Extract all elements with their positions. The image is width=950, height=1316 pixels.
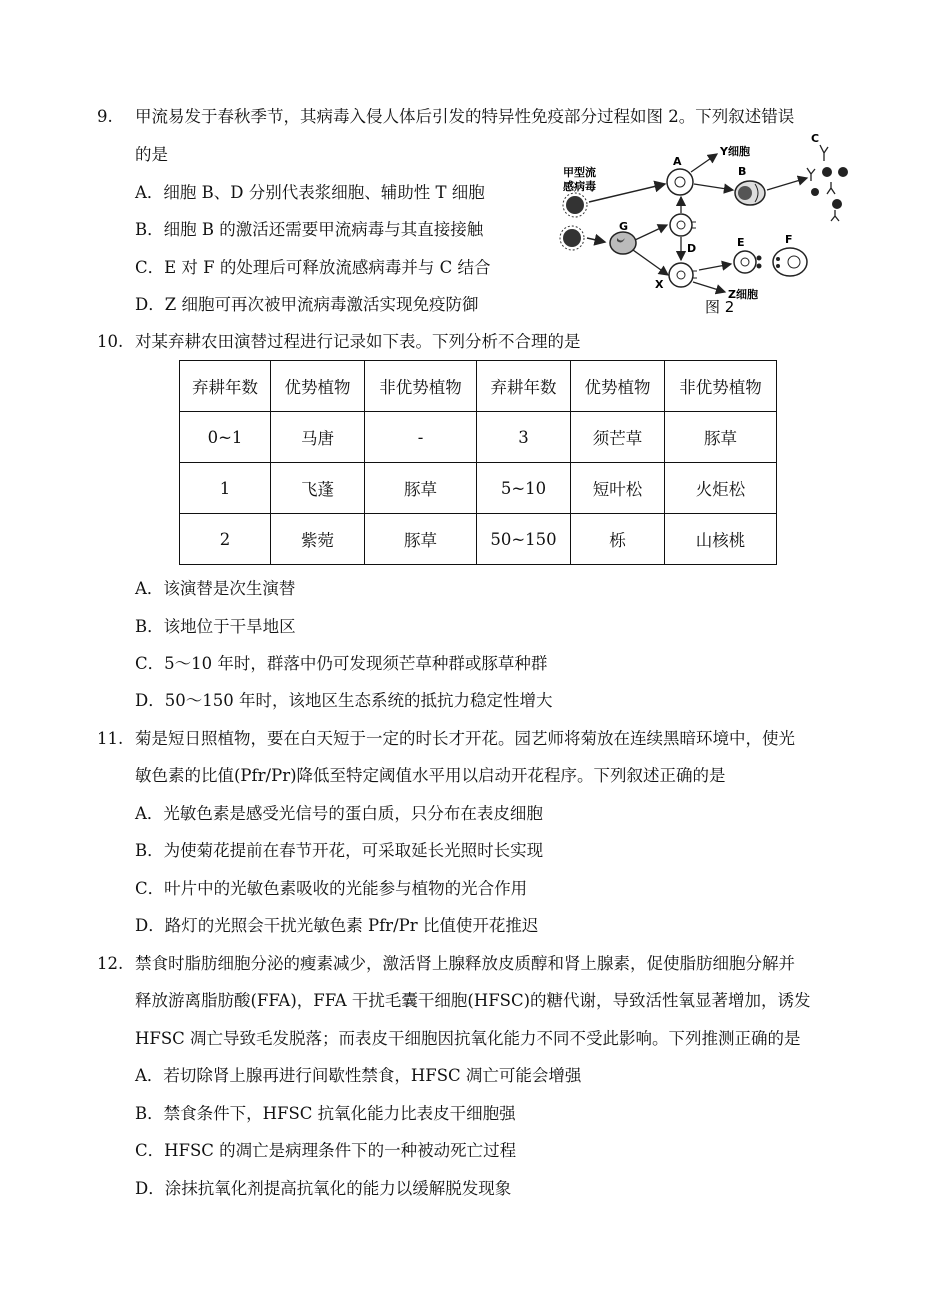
table-row — [180, 412, 777, 463]
q10-option-a[interactable]: A．该演替是次生演替 — [135, 579, 296, 598]
q11-stem-line1: 菊是短日照植物，要在白天短于一定的时长才开花。园艺师将菊放在连续黑暗环境中，使光 — [135, 729, 795, 748]
q10-number: 10. — [97, 332, 124, 351]
q9-option-a[interactable]: A．细胞 B、D 分别代表浆细胞、辅助性 T 细胞 — [135, 183, 485, 202]
table-cell: 栎 — [571, 514, 665, 565]
table-cell: 豚草 — [365, 463, 477, 514]
table-cell: 须芒草 — [571, 412, 665, 463]
cell-g — [610, 232, 636, 254]
q11-stem-line2: 敏色素的比值(Pfr/Pr)降低至特定阈值水平用以启动开花程序。下列叙述正确的是 — [135, 766, 726, 785]
q9-option-d[interactable]: D．Z 细胞可再次被甲流病毒激活实现免疫防御 — [135, 295, 479, 314]
q9-option-b[interactable]: B．细胞 B 的激活还需要甲流病毒与其直接接触 — [135, 220, 484, 239]
q12-option-c[interactable]: C．HFSC 的凋亡是病理条件下的一种被动死亡过程 — [135, 1141, 517, 1160]
q10-option-b[interactable]: B．该地位于干旱地区 — [135, 617, 296, 636]
table-cell: 2 — [180, 514, 271, 565]
q9-stem-line2: 的是 — [135, 145, 168, 164]
header-cell: 优势植物 — [271, 361, 365, 412]
q12-stem-line2: 释放游离脂肪酸(FFA)，FFA 干扰毛囊干细胞(HFSC)的糖代谢，导致活性氧显著增加，诱发 — [135, 991, 811, 1010]
cell-f — [773, 248, 807, 276]
immune-process-figure — [545, 130, 860, 315]
q10-option-d[interactable]: D．50～150 年时，该地区生态系统的抵抗力稳定性增大 — [135, 691, 553, 710]
header-cell: 优势植物 — [571, 361, 665, 412]
table-cell: 5~10 — [477, 463, 571, 514]
q9-option-c[interactable]: C．E 对 F 的处理后可释放流感病毒并与 C 结合 — [135, 258, 491, 277]
succession-table — [179, 360, 777, 565]
q12-option-d[interactable]: D．涂抹抗氧化剂提高抗氧化的能力以缓解脱发现象 — [135, 1179, 512, 1198]
header-cell: 弃耕年数 — [477, 361, 571, 412]
t-cell-upper — [670, 214, 696, 236]
table-header-row — [180, 361, 777, 412]
virus-label-line1: 甲型流 — [563, 166, 596, 179]
table-cell: 火炬松 — [665, 463, 777, 514]
q10-stem: 对某弃耕农田演替过程进行记录如下表。下列分析不合理的是 — [135, 332, 581, 351]
q9-number: 9. — [97, 107, 113, 126]
label-y: Y细胞 — [720, 145, 750, 158]
table-cell: 短叶松 — [571, 463, 665, 514]
q11-option-d[interactable]: D．路灯的光照会干扰光敏色素 Pfr/Pr 比值使开花推迟 — [135, 916, 539, 935]
q10-option-c[interactable]: C．5～10 年时，群落中仍可发现须芒草种群或豚草种群 — [135, 654, 548, 673]
header-cell: 非优势植物 — [665, 361, 777, 412]
q12-number: 12. — [97, 954, 124, 973]
table-cell: 豚草 — [665, 412, 777, 463]
q12-stem-line1: 禁食时脂肪细胞分泌的瘦素减少，激活肾上腺释放皮质醇和肾上腺素，促使脂肪细胞分解并 — [135, 954, 795, 973]
q12-option-b[interactable]: B．禁食条件下，HFSC 抗氧化能力比表皮干细胞强 — [135, 1104, 516, 1123]
label-c: C — [811, 132, 820, 145]
label-d: D — [687, 242, 697, 255]
label-g: G — [619, 220, 629, 233]
table-cell: 紫菀 — [271, 514, 365, 565]
cell-x — [669, 263, 697, 287]
table-row — [180, 463, 777, 514]
virus-label-line2: 感病毒 — [563, 180, 596, 193]
header-cell: 非优势植物 — [365, 361, 477, 412]
table-cell: 50~150 — [477, 514, 571, 565]
header-cell: 弃耕年数 — [180, 361, 271, 412]
q12-stem-line3: HFSC 凋亡导致毛发脱落；而表皮干细胞因抗氧化能力不同不受此影响。下列推测正确的是 — [135, 1029, 801, 1048]
label-b: B — [738, 165, 747, 178]
table-cell: 0~1 — [180, 412, 271, 463]
q11-option-c[interactable]: C．叶片中的光敏色素吸收的光能参与植物的光合作用 — [135, 879, 528, 898]
table-cell: 豚草 — [365, 514, 477, 565]
q11-number: 11. — [97, 729, 124, 748]
figure-caption: 图 2 — [705, 298, 735, 315]
cell-e — [734, 251, 762, 273]
q11-option-b[interactable]: B．为使菊花提前在春节开花，可采取延长光照时长实现 — [135, 841, 544, 860]
label-e: E — [737, 236, 745, 249]
label-a: A — [673, 155, 682, 168]
table-cell: 1 — [180, 463, 271, 514]
cell-a — [667, 169, 693, 195]
q9-stem-line1: 甲流易发于春秋季节，其病毒入侵人体后引发的特异性免疫部分过程如图 2。下列叙述错误 — [135, 107, 795, 126]
table-cell: 马唐 — [271, 412, 365, 463]
cell-b — [735, 181, 765, 205]
table-row — [180, 514, 777, 565]
table-cell: - — [365, 412, 477, 463]
q12-option-a[interactable]: A．若切除肾上腺再进行间歇性禁食，HFSC 凋亡可能会增强 — [135, 1066, 582, 1085]
table-cell: 3 — [477, 412, 571, 463]
table-cell: 山核桃 — [665, 514, 777, 565]
virus-icon — [560, 193, 587, 250]
label-f: F — [785, 233, 793, 246]
label-z: Z细胞 — [728, 288, 758, 301]
table-cell: 飞蓬 — [271, 463, 365, 514]
label-x: X — [655, 278, 664, 291]
q11-option-a[interactable]: A．光敏色素是感受光信号的蛋白质，只分布在表皮细胞 — [135, 804, 543, 823]
antibody-virus-cluster — [807, 132, 848, 221]
